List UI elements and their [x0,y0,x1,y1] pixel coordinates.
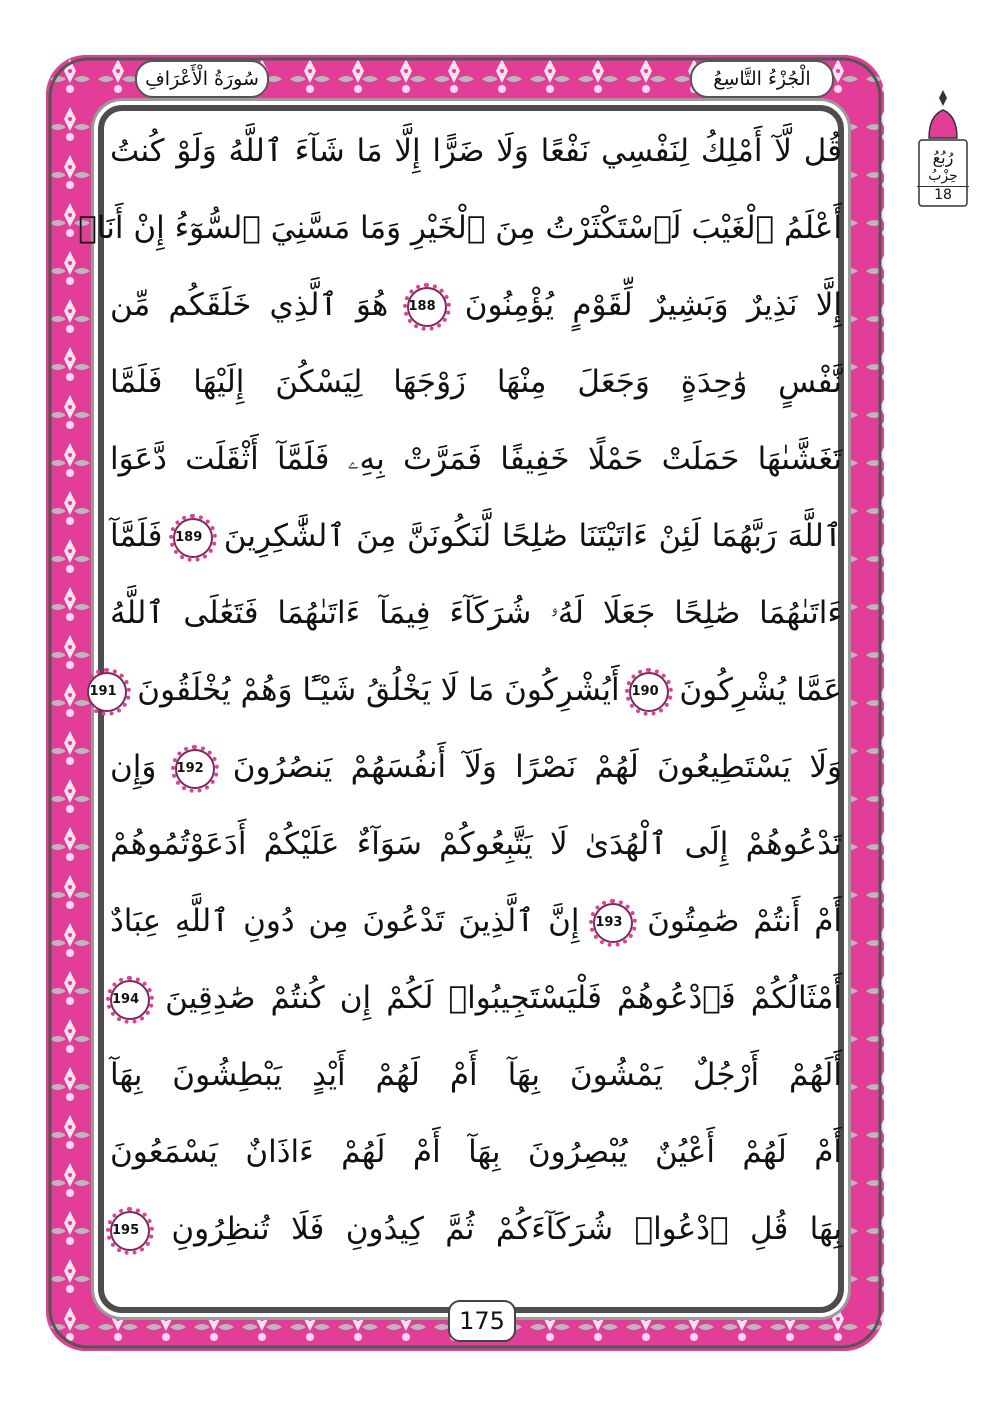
line-11-start: أَمْ أَنتُمْ صَٰمِتُونَ [647,903,843,939]
text-line-4: نَّفْسٍ وَٰحِدَةٍ وَجَعَلَ مِنْهَا زَوْجَهَا لِيَسْكُنَ إِلَيْهَا فَلَمَّا [110,364,842,400]
line-3-start: إِلَّا نَذِيرٌ وَبَشِيرٌ لِّقَوْمٍ يُؤْمِنُونَ [464,287,842,323]
line-6-end: فَلَمَّآ [110,518,163,554]
text-line-6 [110,505,842,567]
surah-title: سُورَةُ الْأَعْرَافِ [135,60,269,98]
text-line-9 [110,736,842,798]
verse-number-189: 189 [173,518,213,558]
hizb-label: حِزْبُ [928,168,958,184]
line-3-end: هُوَ ٱلَّذِي خَلَقَكُم مِّن [110,287,389,323]
line-8-end: أَيُشْرِكُونَ مَا لَا يَخْلُقُ شَيْـًٔا وَهُمْ يُخْلَقُونَ [137,672,620,708]
text-line-12 [110,967,842,1029]
page-number: 175 [448,1300,516,1342]
text-line-1: قُل لَّآ أَمْلِكُ لِنَفْسِي نَفْعًا وَلَا ضَرًّا إِلَّا مَا شَآءَ ٱللَّهُ وَلَوْ كُنتُ [110,133,842,169]
hizb-marker [915,88,971,208]
verse-number-191: 191 [87,672,127,712]
rub-label: رُبُعُ [932,148,954,167]
text-line-5: تَغَشَّىٰهَا حَمَلَتْ حَمْلًا خَفِيفًا فَمَرَّتْ بِهِۦ فَلَمَّآ أَثْقَلَت دَّعَوَا [110,441,842,477]
text-line-8 [89,659,842,721]
text-line-3 [110,274,842,336]
text-line-11 [110,890,842,952]
verse-text-area [78,120,843,1280]
verse-number-193: 193 [593,903,633,943]
line-12-start: أَمْثَالُكُمْ فَٱدْعُوهُمْ فَلْيَسْتَجِيبُوا۟ لَكُمْ إِن كُنتُمْ صَٰدِقِينَ [165,980,842,1016]
text-line-15 [110,1198,842,1260]
text-line-7: ءَاتَىٰهُمَا صَٰلِحًا جَعَلَا لَهُۥ شُرَكَآءَ فِيمَآ ءَاتَىٰهُمَا فَتَعَٰلَى ٱللَّهُ [110,595,842,631]
text-line-10: تَدْعُوهُمْ إِلَى ٱلْهُدَىٰ لَا يَتَّبِعُوكُمْ سَوَآءٌ عَلَيْكُمْ أَدَعَوْتُمُوهُمْ [110,826,842,862]
line-15-start: بِهَا قُلِ ٱدْعُوا۟ شُرَكَآءَكُمْ ثُمَّ كِيدُونِ فَلَا تُنظِرُونِ [171,1211,843,1247]
text-line-13: أَلَهُمْ أَرْجُلٌ يَمْشُونَ بِهَآ أَمْ لَهُمْ أَيْدٍ يَبْطِشُونَ بِهَآ [110,1057,842,1093]
text-line-14: أَمْ لَهُمْ أَعْيُنٌ يُبْصِرُونَ بِهَآ أَمْ لَهُمْ ءَاذَانٌ يَسْمَعُونَ [110,1134,842,1170]
verse-number-192: 192 [175,749,215,789]
line-6-start: ٱللَّهَ رَبَّهُمَا لَئِنْ ءَاتَيْتَنَا صَٰلِحًا لَّنَكُونَنَّ مِنَ ٱلشَّٰكِرِينَ [223,518,843,554]
verse-number-195: 195 [110,1211,150,1251]
line-11-end: إِنَّ ٱلَّذِينَ تَدْعُونَ مِن دُونِ ٱللَّهِ عِبَادٌ [110,903,580,939]
line-9-end: وَإِن [110,749,157,785]
verse-number-190: 190 [629,672,669,712]
juz-title: الْجُزْءُ التَّاسِعُ [690,60,834,98]
text-line-2: أَعْلَمُ ٱلْغَيْبَ لَٱسْتَكْثَرْتُ مِنَ ٱلْخَيْرِ وَمَا مَسَّنِيَ ٱلسُّوٓءُ إِنْ أَنَا۠ [78,210,842,246]
line-8-start: عَمَّا يُشْرِكُونَ [679,672,842,708]
verse-number-188: 188 [407,287,447,327]
hizb-number: 18 [917,186,969,203]
line-9-start: وَلَا يَسْتَطِيعُونَ لَهُمْ نَصْرًا وَلَآ أَنفُسَهُمْ يَنصُرُونَ [232,749,842,785]
verse-number-194: 194 [110,980,150,1020]
